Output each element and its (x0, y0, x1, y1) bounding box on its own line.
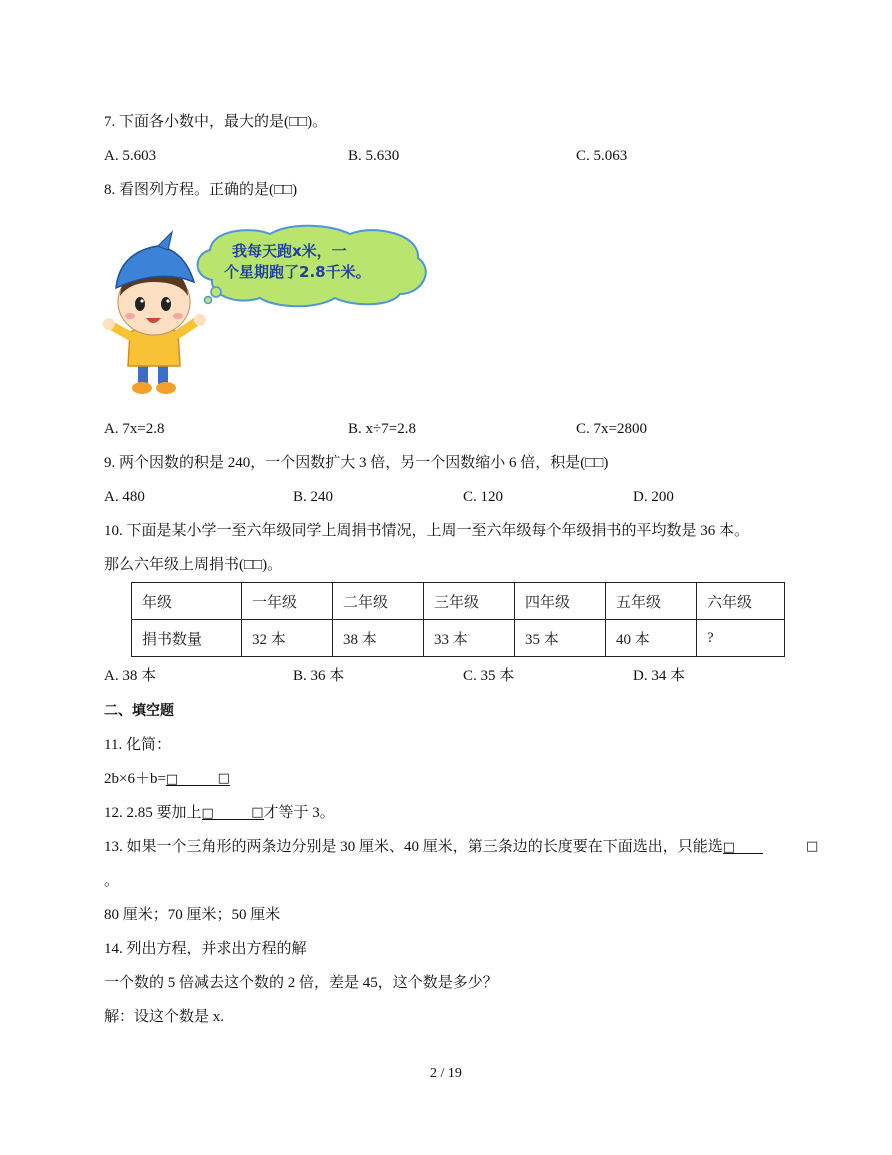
table-cell: 35 本 (515, 620, 606, 657)
q14-solution: 解：设这个数是 x. (104, 1009, 225, 1025)
q12-pre-text: 12. 2.85 要加上 (104, 805, 202, 821)
table-cell: ? (697, 620, 785, 657)
q7-stem: 7. 下面各小数中，最大的是(□□)。 (104, 114, 328, 130)
q13-stem-line (104, 837, 763, 857)
blank-open-mark: □ (201, 806, 214, 821)
q11-expression (104, 769, 230, 789)
q10-option-b: B. 36 本 (293, 668, 345, 684)
q7-option-c: C. 5.063 (576, 148, 628, 164)
q8-option-c: C. 7x=2800 (576, 421, 647, 437)
q10-option-c: C. 35 本 (463, 668, 515, 684)
boy-illustration (100, 222, 440, 402)
bubble-text-line1: 我每天跑x米，一 (232, 242, 347, 260)
donation-table (131, 582, 785, 657)
blank-close-mark: □ (806, 839, 819, 854)
table-header-cell: 六年级 (697, 583, 785, 620)
q10-stem-line1: 10. 下面是某小学一至六年级同学上周捐书情况，上周一至六年级每个年级捐书的平均数是 36 本。 (104, 523, 750, 539)
q8-option-b: B. x÷7=2.8 (348, 421, 416, 437)
table-header-cell: 五年级 (606, 583, 697, 620)
q13-stem-text: 13. 如果一个三角形的两条边分别是 30 厘米、40 厘米，第三条边的长度要在下面选出，只能选 (104, 839, 723, 855)
table-cell: 33 本 (424, 620, 515, 657)
q12-post-text: 才等于 3。 (263, 805, 335, 821)
table-cell: 38 本 (333, 620, 424, 657)
q10-option-a: A. 38 本 (104, 668, 157, 684)
q9-option-a: A. 480 (104, 489, 145, 505)
table-header-cell: 二年级 (333, 583, 424, 620)
blank-open-mark: □ (722, 840, 736, 855)
q9-option-c: C. 120 (463, 489, 504, 505)
table-header-cell: 四年级 (515, 583, 606, 620)
q7-option-b: B. 5.630 (348, 148, 400, 164)
q10-option-d: D. 34 本 (633, 668, 686, 684)
q7-option-a: A. 5.603 (104, 148, 157, 164)
q13-choices: 80 厘米；70 厘米；50 厘米 (104, 907, 281, 923)
q11-answer-blank[interactable] (166, 769, 230, 786)
table-header-cell: 年级 (132, 583, 242, 620)
table-row (132, 583, 785, 620)
blank-close-mark: □ (251, 805, 264, 820)
bubble-text-line2: 个星期跑了2.8千米。 (224, 263, 371, 281)
q9-option-d: D. 200 (633, 489, 674, 505)
q12-answer-blank[interactable] (202, 803, 264, 820)
q9-stem: 9. 两个因数的积是 240，一个因数扩大 3 倍，另一个因数缩小 6 倍，积是(□□) (104, 455, 609, 471)
q8-option-a: A. 7x=2.8 (104, 421, 165, 437)
blank-open-mark: □ (165, 772, 179, 787)
q9-option-b: B. 240 (293, 489, 334, 505)
table-row (132, 620, 785, 657)
table-cell: 捐书数量 (132, 620, 242, 657)
q11-stem: 11. 化简： (104, 737, 171, 753)
blank-close-mark: □ (217, 771, 230, 786)
boy-figure (103, 232, 206, 394)
q14-problem: 一个数的 5 倍减去这个数的 2 倍，差是 45，这个数是多少？ (104, 975, 498, 991)
q14-stem: 14. 列出方程，并求出方程的解 (104, 941, 307, 957)
table-cell: 32 本 (242, 620, 333, 657)
q13-answer-blank[interactable] (723, 837, 763, 854)
table-cell: 40 本 (606, 620, 697, 657)
table-header-cell: 三年级 (424, 583, 515, 620)
q8-stem: 8. 看图列方程。正确的是(□□) (104, 182, 298, 198)
q11-expr-text: 2b×6＋b= (104, 771, 166, 787)
q10-stem-line2: 那么六年级上周捐书(□□)。 (104, 557, 283, 573)
page-number: 2 / 19 (430, 1066, 462, 1081)
speech-bubble (198, 226, 426, 307)
q12-line (104, 803, 335, 823)
section-title: 二、填空题 (104, 703, 174, 719)
q13-end-mark: 。 (104, 873, 120, 889)
table-header-cell: 一年级 (242, 583, 333, 620)
